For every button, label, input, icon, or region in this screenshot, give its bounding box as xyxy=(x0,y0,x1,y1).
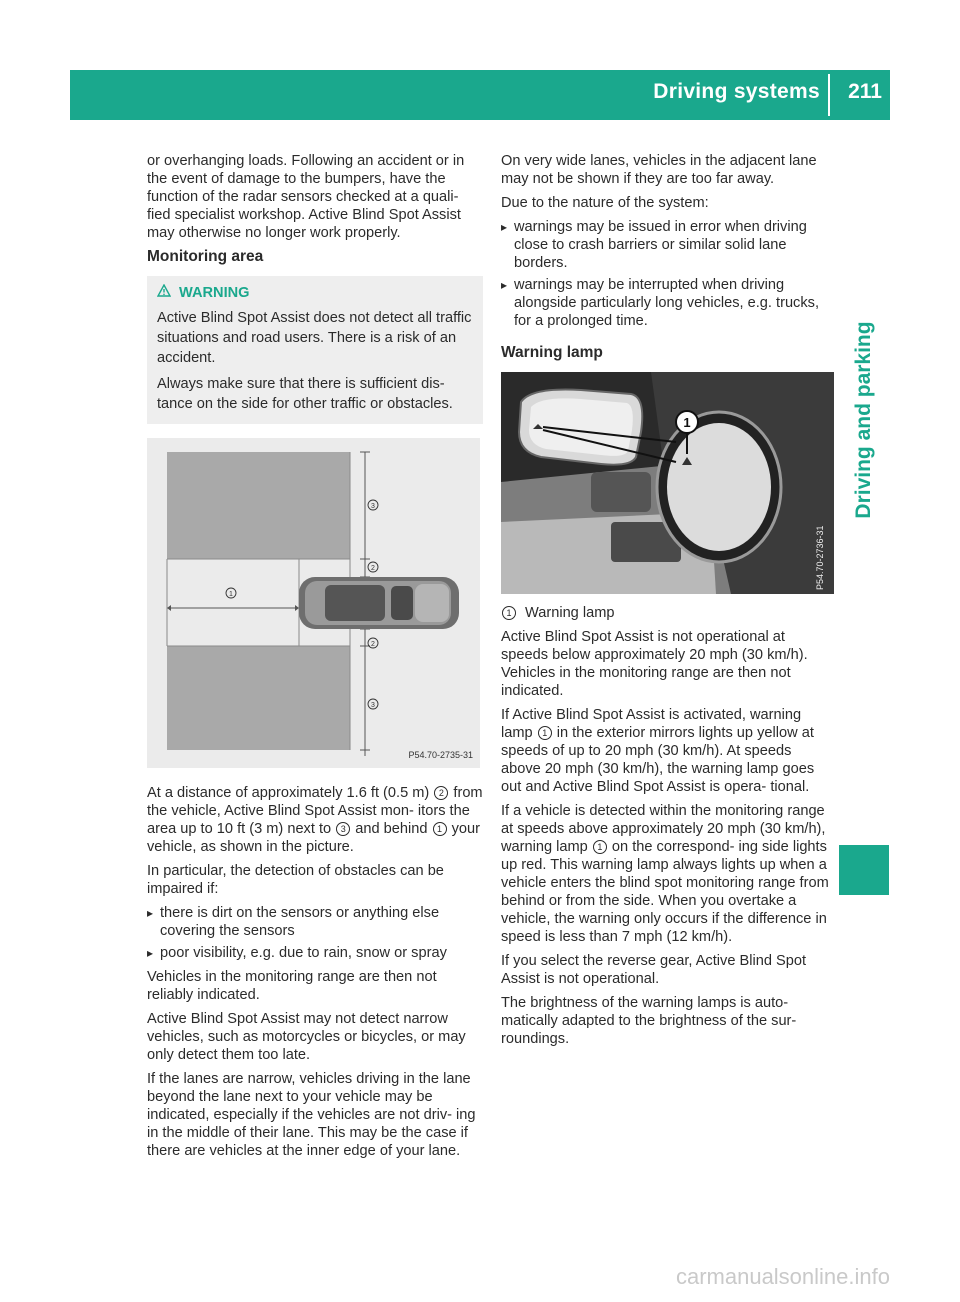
monitoring-distance-paragraph xyxy=(147,784,483,856)
figure1-callout-3-top: 3 xyxy=(371,503,375,510)
reliability-paragraph: Vehicles in the monitoring range are then not reliably indicated. xyxy=(147,969,437,1003)
left-column xyxy=(147,152,483,1166)
mirror-photo xyxy=(501,372,834,594)
warning-text-2: Always make sure that there is sufficient dis- tance on the side for other traffic or obstacles. xyxy=(157,376,453,412)
warning-title: WARNING xyxy=(179,285,250,301)
page-number: 211 xyxy=(848,80,882,103)
narrow-vehicles-paragraph: Active Blind Spot Assist may not detect narrow vehicles, such as motorcycles or bicycles, or may only detect them too late. xyxy=(147,1011,466,1063)
list-item: ▸ warnings may be issued in error when driving close to crash barriers or similar solid lane borders. xyxy=(501,218,835,272)
callout-ref-2: 2 xyxy=(434,786,448,800)
figure1-callout-2-bottom: 2 xyxy=(371,641,375,648)
warning-triangle-icon xyxy=(157,284,171,302)
detect-text-b: on the correspond- ing side lights up red. This warning lamp always lights up when a vehicle enters the blind spot monitoring range from behind or from the side. When you overtake a vehicle, the warning only occurs if the difference in speed is less than 7 mph (12 km/h). xyxy=(501,839,829,945)
reverse-gear-paragraph: If you select the reverse gear, Active Blind Spot Assist is not operational. xyxy=(501,953,807,987)
lamp-text-a: If Active Blind Spot Assist is activated, warning lamp xyxy=(501,707,802,741)
figure2-code: P54.70-2736-31 xyxy=(815,525,825,590)
list-item: ▸ warnings may be interrupted when driving alongside particularly long vehicles, e.g. trucks, for a prolonged time. xyxy=(501,276,835,330)
warning-text-1: Active Blind Spot Assist does not detect all traffic situations and road users. There is a risk of an accident. xyxy=(157,310,472,366)
section-title: Driving systems xyxy=(653,80,820,103)
figure1-callout-2-top: 2 xyxy=(371,565,375,572)
distance-text-d: your vehicle, as shown in the picture. xyxy=(147,821,481,855)
figure2-callout-1: 1 xyxy=(683,415,691,430)
chapter-label-text: Driving and parking xyxy=(852,321,875,519)
caption-text: Warning lamp xyxy=(525,605,615,621)
list-item: ▸ poor visibility, e.g. due to rain, snow or spray xyxy=(147,944,483,962)
wide-lanes-paragraph: On very wide lanes, vehicles in the adjacent lane may not be shown if they are too far away. xyxy=(501,153,817,187)
watermark: carmanualsonline.info xyxy=(675,1264,890,1289)
warning-lamp-figure xyxy=(501,372,834,594)
chapter-marker xyxy=(839,845,889,895)
right-column xyxy=(501,152,835,1054)
lamp-text-b: in the exterior mirrors lights up yellow at speeds of up to 20 mph (30 km/h). At speeds above 20 mph (30 km/h), the warning lamp goes out and Active Blind Spot Assist is opera- tional. xyxy=(501,725,815,795)
header-bar xyxy=(70,70,890,120)
system-nature-list xyxy=(501,218,835,330)
warning-lamp-heading: Warning lamp xyxy=(501,344,603,361)
callout-ref-1: 1 xyxy=(538,726,552,740)
header-divider xyxy=(828,74,830,116)
monitoring-heading: Monitoring area xyxy=(147,248,264,265)
detect-text-a: If a vehicle is detected within the monitoring range at speeds above approximately 20 mph (30 km/h), warning lamp xyxy=(501,803,826,855)
figure1-callout-1: 1 xyxy=(229,591,233,598)
figure1-callout-3-bottom: 3 xyxy=(371,702,375,709)
vehicle-detected-paragraph xyxy=(501,802,835,946)
intro-paragraph: or overhanging loads. Following an accident or in the event of damage to the bumpers, have the function of the radar sensors checked at a quali- fied specialist workshop. Active Blind Spot Assist may otherwise no longer work properly. xyxy=(147,153,465,241)
callout-ref-1: 1 xyxy=(593,840,607,854)
narrow-lanes-paragraph: If the lanes are narrow, vehicles driving in the lane beyond the lane next to your vehicle may be indicated, especially if the vehicles are not driv- ing in the middle of their lane. This may be the case if there are vehicles at the inner edge of your lane. xyxy=(147,1071,476,1159)
not-operational-paragraph: Active Blind Spot Assist is not operational at speeds below approximately 20 mph (30 km/h). Vehicles in the monitoring range are then not indicated. xyxy=(501,629,808,699)
monitoring-area-figure xyxy=(147,438,480,768)
system-nature-paragraph: Due to the nature of the system: xyxy=(501,195,709,211)
impaired-intro: In particular, the detection of obstacles can be impaired if: xyxy=(147,863,444,897)
warning-box xyxy=(147,276,483,424)
distance-text-a: At a distance of approximately 1.6 ft (0.5 m) xyxy=(147,785,430,801)
distance-text-b: from the vehicle, Active Blind Spot Assist mon- itors the area up to 10 ft (3 m) next to xyxy=(147,785,483,837)
figure1-code: P54.70-2735-31 xyxy=(408,750,473,760)
callout-ref-1: 1 xyxy=(433,822,447,836)
impaired-list xyxy=(147,904,483,962)
distance-text-c: and behind xyxy=(355,821,428,837)
callout-ref-3: 3 xyxy=(336,822,350,836)
list-item: ▸ there is dirt on the sensors or anything else covering the sensors xyxy=(147,904,483,940)
lamp-activated-paragraph xyxy=(501,706,835,796)
chapter-label xyxy=(842,305,886,535)
brightness-paragraph: The brightness of the warning lamps is auto- matically adapted to the brightness of the sur- roundings. xyxy=(501,995,797,1047)
caption-callout-1: 1 xyxy=(502,606,516,620)
vehicle-top-view xyxy=(299,577,459,629)
figure-caption xyxy=(501,604,835,622)
monitoring-area-diagram xyxy=(147,438,480,768)
chapter-tab xyxy=(838,120,890,1225)
warning-header xyxy=(157,284,473,302)
